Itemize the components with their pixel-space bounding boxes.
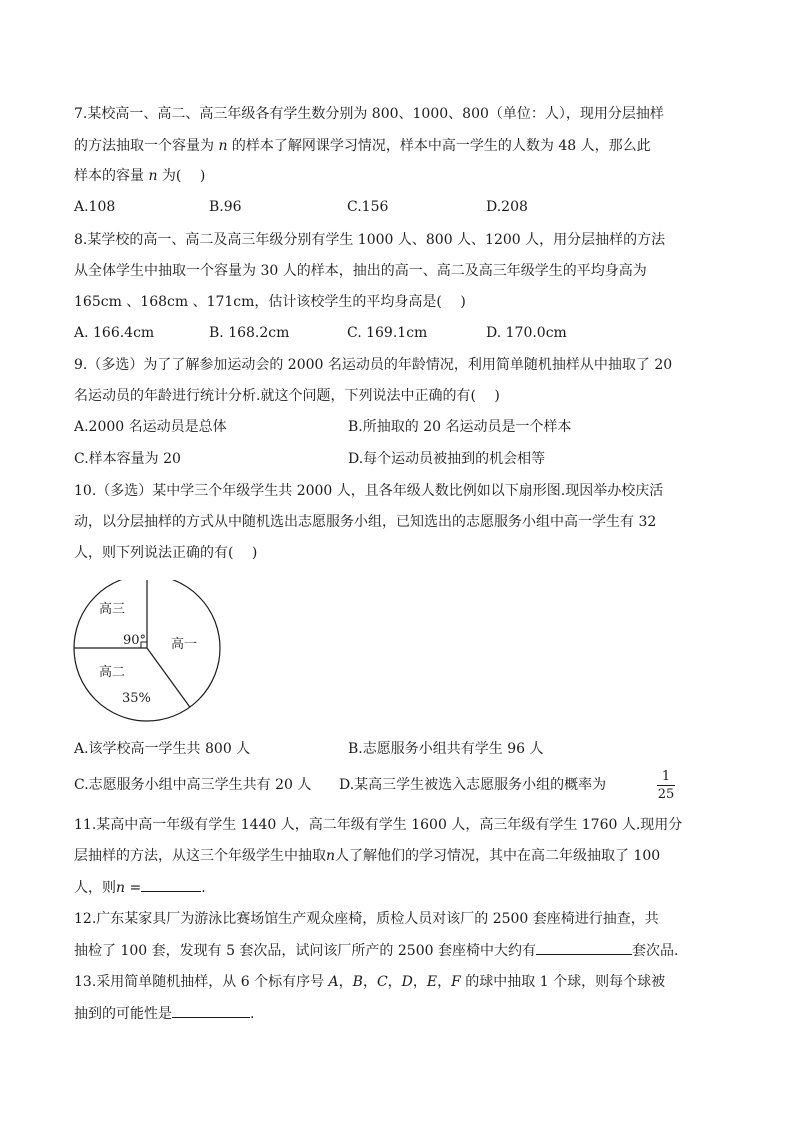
q9-option-a: A.2000 名运动员是总体 bbox=[74, 419, 227, 435]
fraction-numerator: 1 bbox=[657, 769, 675, 786]
q8-line-3: 165cm 、168cm 、171cm，估计该校学生的平均身高是( ) bbox=[74, 294, 466, 310]
q10-option-b: B.志愿服务小组共有学生 96 人 bbox=[348, 741, 544, 757]
q13-line-1: 13.采用简单随机抽样，从 6 个标有序号 A，B，C，D，E，F 的球中抽取 1 个球，则每个球被 bbox=[74, 974, 666, 990]
pie-label-gao-yi: 高一 bbox=[171, 637, 198, 652]
q9-option-c: C.样本容量为 20 bbox=[74, 451, 181, 467]
q7-option-b: B.96 bbox=[209, 199, 242, 215]
q11-answer-blank[interactable] bbox=[141, 877, 201, 892]
q7-line-3: 样本的容量 n 为( ) bbox=[74, 168, 206, 184]
q8-line-2: 从全体学生中抽取一个容量为 30 人的样本，抽出的高一、高二及高三年级学生的平均身高为 bbox=[74, 263, 647, 279]
pie-label-angle: 90° bbox=[123, 633, 147, 648]
q10-line-2: 动，以分层抽样的方式从中随机选出志愿服务小组，已知选出的志愿服务小组中高一学生有 32 bbox=[74, 514, 657, 530]
q7-option-c: C.156 bbox=[347, 199, 389, 215]
q12-line-2: 抽检了 100 套，发现有 5 套次品，试问该厂所产的 2500 套座椅中大约有 套次品. bbox=[74, 940, 724, 961]
q10-option-d: D.某高三学生被选入志愿服务小组的概率为 bbox=[339, 777, 607, 793]
q7-line-1: 7.某校高一、高二、高三年级各有学生数分别为 800、1000、800（单位：人），现用分层抽样 bbox=[74, 106, 664, 122]
q7-option-d: D.208 bbox=[486, 199, 528, 215]
q11-line-1: 11.某高中高一年级有学生 1440 人，高二年级有学生 1600 人，高三年级有学生 1760 人.现用分 bbox=[74, 817, 683, 833]
q10-option-d-fraction bbox=[657, 769, 675, 802]
pie-label-percent: 35% bbox=[122, 691, 151, 706]
q9-option-b: B.所抽取的 20 名运动员是一个样本 bbox=[348, 419, 572, 435]
pie-label-gao-san: 高三 bbox=[99, 602, 126, 617]
q9-line-2: 名运动员的年龄进行统计分析.就这个问题，下列说法中正确的有( ) bbox=[74, 388, 500, 404]
q8-option-b: B. 168.2cm bbox=[209, 325, 290, 341]
q12-answer-blank[interactable] bbox=[536, 940, 632, 955]
q13-answer-blank[interactable] bbox=[172, 1003, 250, 1018]
q10-option-c: C.志愿服务小组中高三学生共有 20 人 bbox=[74, 777, 312, 793]
q7-line-2: 的方法抽取一个容量为 n 的样本了解网课学习情况，样本中高一学生的人数为 48 人，那么此 bbox=[74, 138, 651, 154]
grade-pie-figure bbox=[68, 580, 228, 722]
q10-line-3: 人，则下列说法正确的有( ) bbox=[74, 545, 258, 561]
q7-option-a: A.108 bbox=[74, 199, 116, 215]
fraction-denominator: 25 bbox=[657, 787, 675, 802]
q11-line-3: 人，则n = . bbox=[74, 877, 724, 898]
pie-label-gao-er: 高二 bbox=[99, 665, 126, 680]
q8-line-1: 8.某学校的高一、高二及高三年级分别有学生 1000 人、800 人、1200 人，用分层抽样的方法 bbox=[74, 232, 666, 248]
q8-option-d: D. 170.0cm bbox=[486, 325, 567, 341]
q10-line-1: 10.（多选）某中学三个年级学生共 2000 人，且各年级人数比例如以下扇形图.现因举办校庆活 bbox=[74, 483, 664, 499]
q10-option-a: A.该学校高一学生共 800 人 bbox=[74, 741, 251, 757]
q9-option-d: D.每个运动员被抽到的机会相等 bbox=[348, 451, 546, 467]
pie-radius-lower bbox=[147, 648, 190, 707]
q13-line-2: 抽到的可能性是 . bbox=[74, 1003, 724, 1024]
q8-option-a: A. 166.4cm bbox=[74, 325, 155, 341]
q9-line-1: 9.（多选）为了了解参加运动会的 2000 名运动员的年龄情况，利用简单随机抽样从中抽取了 20 bbox=[74, 357, 673, 373]
q8-option-c: C. 169.1cm bbox=[347, 325, 428, 341]
q11-line-2: 层抽样的方法，从这三个年级学生中抽取n人了解他们的学习情况，其中在高二年级抽取了 100 bbox=[74, 848, 661, 864]
q12-line-1: 12.广东某家具厂为游泳比赛场馆生产观众座椅，质检人员对该厂的 2500 套座椅进行抽查，共 bbox=[74, 911, 659, 927]
